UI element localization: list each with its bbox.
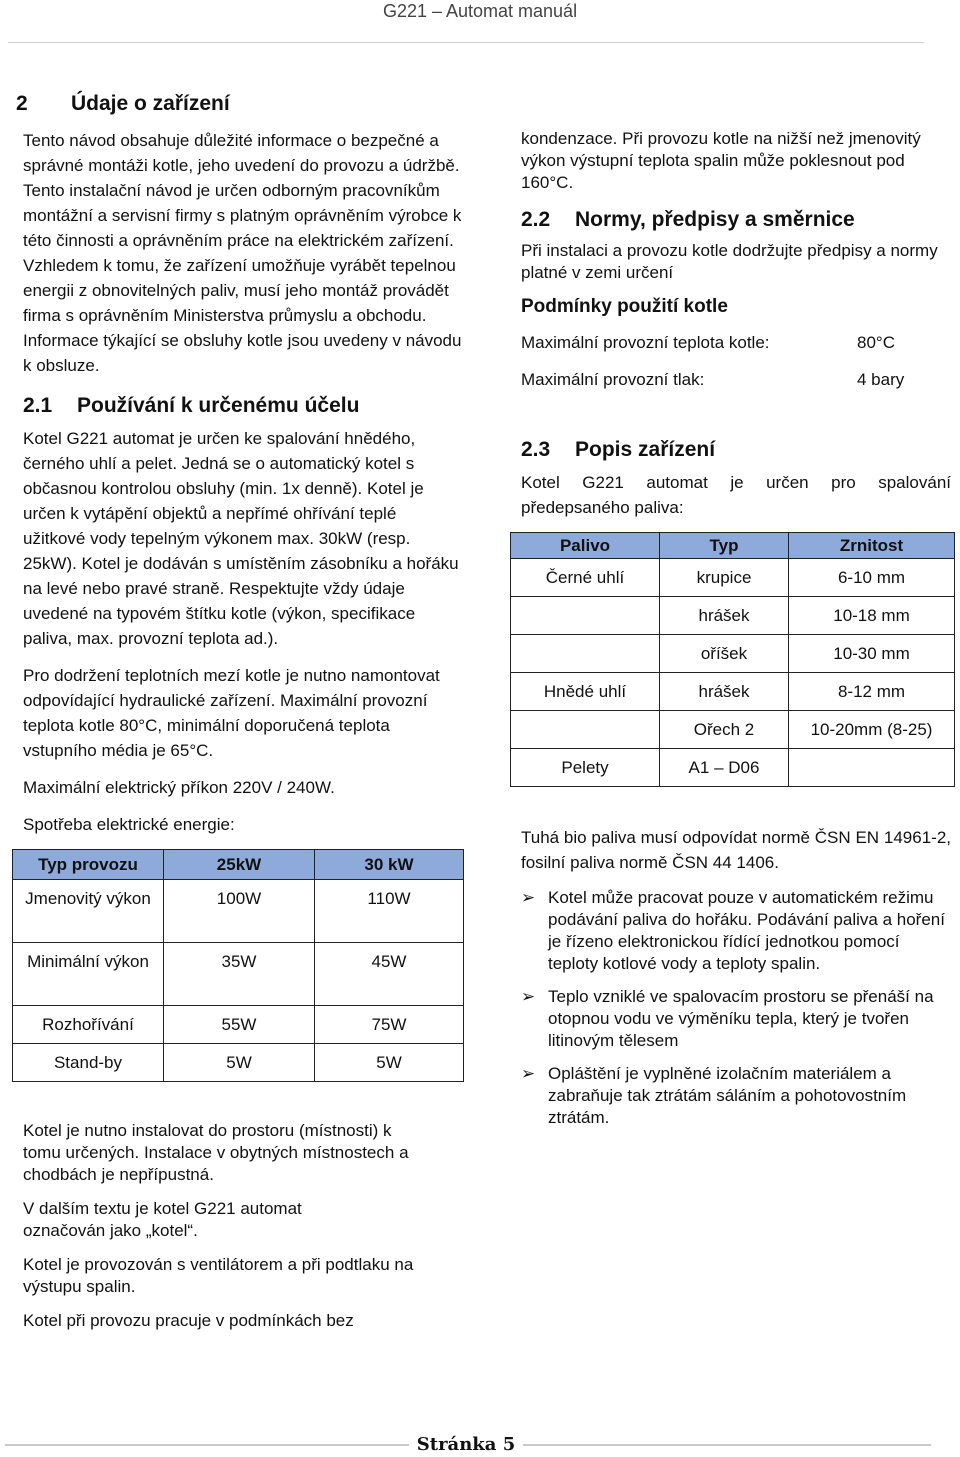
header-divider	[8, 42, 924, 43]
table-header-cell: Typ provozu	[13, 850, 164, 880]
table-cell: 75W	[315, 1006, 464, 1044]
section-2-1-text: Kotel G221 automat je určen ke spalování hnědého, černého uhlí a pelet. Jedná se o automatický kotel s občasnou kontrolou obsluhy (min. 1x denně). Kotel je určen k vytápění objektů a nepřímé ohřívání teplé užitkové vody tepelným výkonem max. 30kW (resp. 25kW). Kotel je dodáván s umístěním zásobníku a hořáku na levé nebo pravé straně. Respektujte vždy údaje uvedené na typovém štítku kotle (výkon, specifikace paliva, max. provozní teplota ad.).	[23, 429, 459, 648]
condition-row	[521, 367, 951, 392]
condition-value: 80°C	[857, 333, 895, 352]
table-cell: hrášek	[660, 673, 789, 711]
list-item-text: Kotel může pracovat pouze v automatickém režimu podávání paliva do hořáku. Podávání paliva a hoření je řízeno elektronickou řídící jednotkou pomocí teploty kotlové vody a teploty spalin.	[548, 888, 945, 973]
section-2-2-number: 2.2	[521, 208, 551, 231]
section-2-1-heading	[23, 390, 463, 422]
table-cell: 6-10 mm	[789, 559, 955, 597]
power-consumption-table	[12, 849, 464, 1082]
table-cell: 35W	[164, 943, 315, 1006]
table-cell: A1 – D06	[660, 749, 789, 787]
condition-value: 4 bary	[857, 370, 905, 389]
chapter-title: Údaje o zařízení	[71, 92, 230, 115]
table-row	[511, 597, 955, 635]
table-cell	[789, 749, 955, 787]
table-cell: Pelety	[511, 749, 660, 787]
table-header-cell: 30 kW	[315, 850, 464, 880]
table-cell: Jmenovitý výkon	[13, 880, 164, 943]
table-header-cell: Palivo	[511, 533, 660, 559]
table-cell: 100W	[164, 880, 315, 943]
table-cell: Rozhořívání	[13, 1006, 164, 1044]
power-input-paragraph: Maximální elektrický příkon 220V / 240W.	[23, 778, 335, 797]
table-cell: hrášek	[660, 597, 789, 635]
hydraulic-paragraph: Pro dodržení teplotních mezí kotle je nutno namontovat odpovídající hydraulické zařízení. Maximální provozní teplota kotle 80°C, minimální doporučená teplota vstupního média je 65°C.	[23, 666, 440, 760]
section-2-2-text: Při instalaci a provozu kotle dodržujte předpisy a normy platné v zemi určení	[521, 241, 938, 282]
list-item-text: Teplo vzniklé ve spalovacím prostoru se přenáší na otopnou vodu ve výměníku tepla, který je tvořen litinovým tělesem	[548, 987, 934, 1050]
table-cell	[511, 635, 660, 673]
table-header-cell: Zrnitost	[789, 533, 955, 559]
document-header-title: G221 – Automat manuál	[382, 1, 578, 21]
list-item	[521, 1063, 951, 1129]
table-cell: 10-20mm (8-25)	[789, 711, 955, 749]
section-2-1-number: 2.1	[23, 394, 53, 417]
table-cell: 8-12 mm	[789, 673, 955, 711]
continued-paragraph-start: Kotel při provozu pracuje v podmínkách bez	[23, 1311, 354, 1330]
page-number: Stránka 5	[416, 1434, 516, 1455]
table-header-row	[13, 850, 464, 880]
left-column	[23, 128, 463, 1332]
table-row	[511, 673, 955, 711]
condition-label: Maximální provozní teplota kotle:	[521, 333, 770, 352]
section-2-3-heading	[521, 434, 951, 466]
table-cell: 5W	[164, 1044, 315, 1082]
arrow-bullet-icon: ➢	[521, 888, 536, 907]
table-row	[511, 559, 955, 597]
naming-paragraph: V dalším textu je kotel G221 automat označován jako „kotel“.	[23, 1199, 302, 1240]
table-cell: Ořech 2	[660, 711, 789, 749]
table-row	[511, 711, 955, 749]
footer-divider-left	[5, 1444, 409, 1446]
table-cell: 10-30 mm	[789, 635, 955, 673]
footer-divider-right	[523, 1444, 931, 1446]
list-item	[521, 986, 951, 1052]
chapter-number: 2	[16, 92, 28, 115]
section-2-3-text: Kotel G221 automat je určen pro spalování předepsaného paliva:	[521, 473, 951, 517]
right-column	[521, 128, 951, 1140]
table-cell	[511, 597, 660, 635]
section-2-2-heading	[521, 204, 951, 236]
table-row	[13, 880, 464, 943]
table-row	[13, 1006, 464, 1044]
section-2-1-title: Používání k určenému účelu	[77, 394, 360, 417]
arrow-bullet-icon: ➢	[521, 1064, 536, 1083]
conditions-title: Podmínky použití kotle	[521, 296, 728, 317]
section-2-2-title: Normy, předpisy a směrnice	[575, 208, 855, 231]
continued-paragraph-end: kondenzace. Při provozu kotle na nižší než jmenovitý výkon výstupní teplota spalin může poklesnout pod 160°C.	[521, 129, 921, 192]
table-header-cell: 25kW	[164, 850, 315, 880]
table-cell: oříšek	[660, 635, 789, 673]
arrow-bullet-icon: ➢	[521, 987, 536, 1006]
table-row	[511, 749, 955, 787]
table-cell: 5W	[315, 1044, 464, 1082]
table-header-row	[511, 533, 955, 559]
intro-paragraph: Tento návod obsahuje důležité informace o bezpečné a správné montáži kotle, jeho uvedení do provozu a údržbě. Tento instalační návod je určen odborným pracovníkům montážní a servisní firmy s platným oprávněním výrobce k této činnosti a oprávněním práce na elektrickém zařízení. Vzhledem k tomu, že zařízení umožňuje vyrábět tepelnou energii z obnovitelných paliv, musí jeho montáž provádět firma s oprávněním Ministerstva průmyslu a obchodu. Informace týkající se obsluhy kotle jsou uvedeny v návodu k obsluze.	[23, 131, 462, 375]
fuel-table	[510, 532, 955, 787]
table-cell: 110W	[315, 880, 464, 943]
table-row	[13, 943, 464, 1006]
table-row	[511, 635, 955, 673]
fan-paragraph: Kotel je provozován s ventilátorem a při podtlaku na výstupu spalin.	[23, 1255, 414, 1296]
table-cell: Černé uhlí	[511, 559, 660, 597]
table-cell: krupice	[660, 559, 789, 597]
table-cell: Stand-by	[13, 1044, 164, 1082]
list-item	[521, 887, 951, 975]
condition-row	[521, 330, 951, 355]
feature-list	[521, 887, 951, 1129]
table-header-cell: Typ	[660, 533, 789, 559]
table-cell: 55W	[164, 1006, 315, 1044]
table-cell: 45W	[315, 943, 464, 1006]
chapter-heading	[16, 88, 230, 120]
list-item-text: Opláštění je vyplněné izolačním materiálem a zabraňuje tak ztrátám sáláním a pohotovostním ztrátám.	[548, 1064, 907, 1127]
table-cell	[511, 711, 660, 749]
table-cell: Minimální výkon	[13, 943, 164, 1006]
table-cell: Hnědé uhlí	[511, 673, 660, 711]
norms-paragraph: Tuhá bio paliva musí odpovídat normě ČSN EN 14961-2, fosilní paliva normě ČSN 44 1406.	[521, 828, 951, 872]
install-room-paragraph: Kotel je nutno instalovat do prostoru (místnosti) k tomu určených. Instalace v obytných místnostech a chodbách je nepřípustná.	[23, 1121, 409, 1184]
table-row	[13, 1044, 464, 1082]
consumption-label: Spotřeba elektrické energie:	[23, 815, 235, 834]
section-2-3-title: Popis zařízení	[575, 438, 716, 461]
table-cell: 10-18 mm	[789, 597, 955, 635]
condition-label: Maximální provozní tlak:	[521, 370, 705, 389]
section-2-3-number: 2.3	[521, 438, 551, 461]
